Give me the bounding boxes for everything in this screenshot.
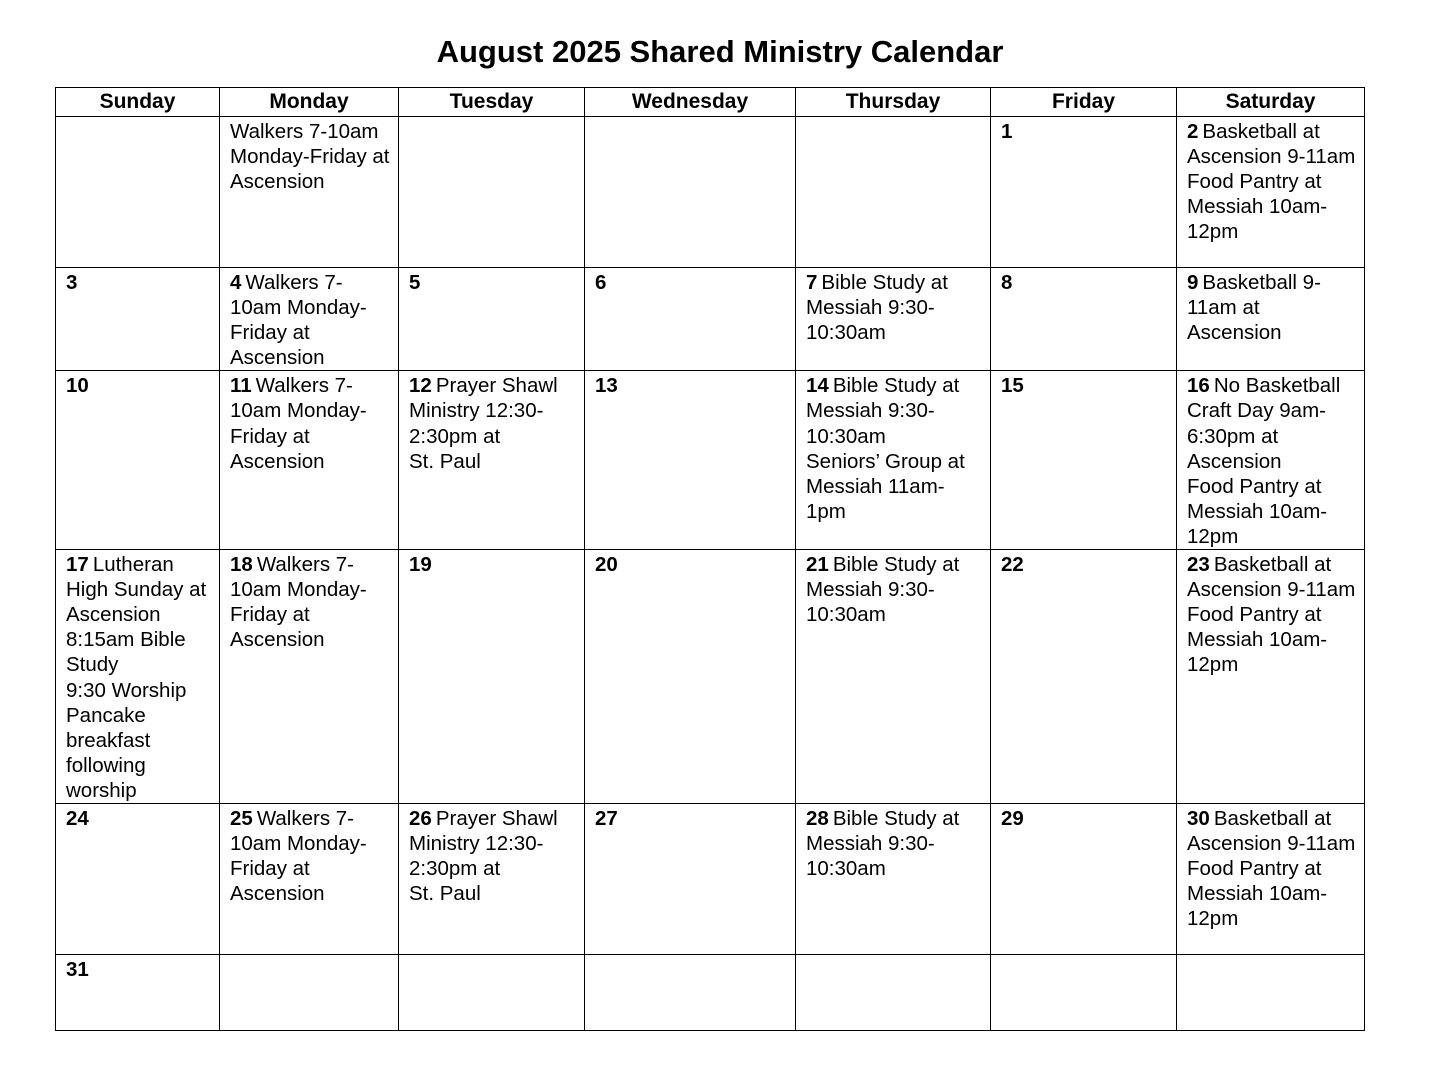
event-text: Bible Study at Messiah 9:30-10:30am [806,806,960,881]
calendar-body [56,117,1365,1031]
day-cell-content [399,268,584,295]
day-cell-content [220,268,398,370]
day-cell [991,117,1177,268]
day-number: 2 [1187,120,1199,143]
day-cell-content [796,804,990,881]
day-number: 13 [595,374,618,398]
day-number: 21 [806,553,829,577]
day-number: 29 [1001,806,1024,830]
day-number: 26 [409,806,432,830]
event-text: Walkers 7-10am Monday-Friday at Ascension [230,271,367,370]
event-text: Seniors’ Group at Messiah 11am-1pm [806,449,965,523]
day-cell [220,268,399,371]
day-cell-content [220,371,398,473]
day-cell [220,803,399,954]
day-cell [220,550,399,804]
day-number: 22 [1001,553,1024,577]
day-cell-content [56,550,219,803]
day-number: 16 [1187,374,1210,398]
day-cell [1177,954,1365,1030]
day-cell [399,117,585,268]
day-cell-content [991,371,1176,398]
day-cell-content [399,804,584,906]
day-cell-content [399,371,584,473]
day-cell-content [1177,804,1364,931]
day-cell-content [585,955,795,957]
day-cell [796,268,991,371]
day-number: 27 [595,806,618,830]
day-number: 6 [595,271,607,294]
day-cell [796,371,991,550]
day-cell-content [399,117,584,119]
day-cell [56,550,220,804]
day-cell-content [796,268,990,345]
week-row [56,954,1365,1030]
day-cell [585,803,796,954]
day-cell [585,268,796,371]
day-cell-content [991,550,1176,577]
week-row [56,550,1365,804]
weekday-header: Sunday [56,88,220,117]
day-cell [399,550,585,804]
day-cell-content [1177,268,1364,345]
day-cell-content [56,955,219,982]
day-number: 12 [409,374,432,398]
day-number: 1 [1001,120,1013,143]
day-cell-content [1177,550,1364,677]
event-text: Bible Study at Messiah 9:30-10:30am [806,553,960,627]
day-cell-content [796,117,990,119]
day-number: 30 [1187,806,1210,830]
day-cell-content [1177,955,1364,957]
event-text: Prayer Shawl Ministry 12:30-2:30pm at [409,806,558,881]
day-number: 7 [806,271,818,294]
day-cell [585,371,796,550]
day-cell [796,550,991,804]
day-cell-content [796,371,990,524]
event-text: Basketball at Ascension 9-11am [1187,120,1356,169]
day-cell-content [991,955,1176,957]
week-row [56,803,1365,954]
day-number: 4 [230,271,242,294]
day-number: 24 [66,806,89,830]
weekday-header: Tuesday [399,88,585,117]
week-row [56,268,1365,371]
event-text: No Basketball [1213,374,1341,398]
week-row [56,371,1365,550]
event-text: Walkers 7-10am Monday-Friday at Ascension [230,120,390,194]
day-cell [991,803,1177,954]
day-cell [991,954,1177,1030]
day-number: 23 [1187,553,1210,577]
event-text: Basketball at Ascension 9-11am [1187,806,1356,856]
day-number: 20 [595,553,618,577]
day-cell-content [56,371,219,398]
event-text: Pancake breakfast following worship [66,703,151,802]
day-cell-content [56,268,219,295]
weekday-header: Friday [991,88,1177,117]
day-cell-content [991,268,1176,295]
event-text: 8:15am Bible Study [66,628,186,677]
day-cell-content [991,804,1176,831]
event-text: St. Paul [409,882,481,906]
week-row [56,117,1365,268]
day-cell [991,550,1177,804]
event-text: Bible Study at Messiah 9:30-10:30am [806,374,960,448]
day-cell-content [585,804,795,831]
day-number: 28 [806,806,829,830]
day-cell-content [796,550,990,627]
day-cell [399,268,585,371]
day-cell-content [399,550,584,577]
event-text: Food Pantry at Messiah 10am-12pm [1187,170,1328,244]
day-number: 15 [1001,374,1024,398]
day-cell-content [585,550,795,577]
event-text: Bible Study at Messiah 9:30-10:30am [806,271,948,345]
day-number: 9 [1187,271,1199,294]
day-number: 10 [66,374,89,398]
event-text: Prayer Shawl Ministry 12:30-2:30pm at [409,374,558,448]
day-number: 14 [806,374,829,398]
day-cell-content [585,117,795,119]
day-cell [220,117,399,268]
day-cell-content [220,955,398,957]
day-cell [56,954,220,1030]
weekday-header: Thursday [796,88,991,117]
weekday-header-row [56,88,1365,117]
day-number: 25 [230,806,253,830]
day-cell [1177,371,1365,550]
day-cell [220,954,399,1030]
day-cell [56,268,220,371]
event-text: Lutheran High Sunday at Ascension [66,553,207,627]
day-cell [56,803,220,954]
day-cell [1177,117,1365,268]
weekday-header: Saturday [1177,88,1365,117]
day-cell [399,954,585,1030]
day-number: 18 [230,553,253,577]
event-text: Craft Day 9am-6:30pm at Ascension [1187,399,1326,473]
day-number: 11 [230,374,252,398]
calendar-grid [55,87,1365,1031]
day-cell [585,117,796,268]
day-cell-content [991,117,1176,144]
day-number: 19 [409,553,432,577]
day-cell [1177,268,1365,371]
day-cell [585,954,796,1030]
day-cell-content [1177,117,1364,244]
day-cell-content [585,371,795,398]
event-text: Food Pantry at Messiah 10am-12pm [1187,857,1328,931]
day-cell-content [220,804,398,906]
day-cell [1177,550,1365,804]
day-cell [991,371,1177,550]
day-number: 31 [66,957,89,981]
event-text: Food Pantry at Messiah 10am-12pm [1187,474,1328,548]
day-cell [796,954,991,1030]
day-number: 3 [66,271,78,294]
day-cell-content [56,117,219,119]
day-number: 17 [66,553,89,577]
day-cell [399,371,585,550]
day-cell-content [220,550,398,652]
day-cell [1177,803,1365,954]
weekday-header: Monday [220,88,399,117]
event-text: St. Paul [409,449,481,473]
day-cell-content [585,268,795,295]
event-text: Walkers 7-10am Monday-Friday at Ascension [230,806,367,906]
day-cell [56,371,220,550]
event-text: Food Pantry at Messiah 10am-12pm [1187,603,1328,677]
day-cell [991,268,1177,371]
day-cell [585,550,796,804]
day-cell [220,371,399,550]
day-cell-content [796,955,990,957]
day-cell [56,117,220,268]
page-title: August 2025 Shared Ministry Calendar [436,34,1004,69]
day-cell-content [399,955,584,957]
weekday-header: Wednesday [585,88,796,117]
day-cell-content [56,804,219,831]
event-text: Walkers 7-10am Monday-Friday at Ascension [230,553,367,652]
day-number: 5 [409,271,421,294]
day-cell [796,117,991,268]
day-cell-content [1177,371,1364,549]
day-cell-content [220,117,398,194]
event-text: Basketball 9-11am at Ascension [1187,271,1321,345]
event-text: Walkers 7-10am Monday-Friday at Ascension [230,374,367,473]
event-text: 9:30 Worship [66,678,187,702]
event-text: Basketball at Ascension 9-11am [1187,553,1356,602]
day-number: 8 [1001,271,1013,294]
day-cell [399,803,585,954]
day-cell [796,803,991,954]
